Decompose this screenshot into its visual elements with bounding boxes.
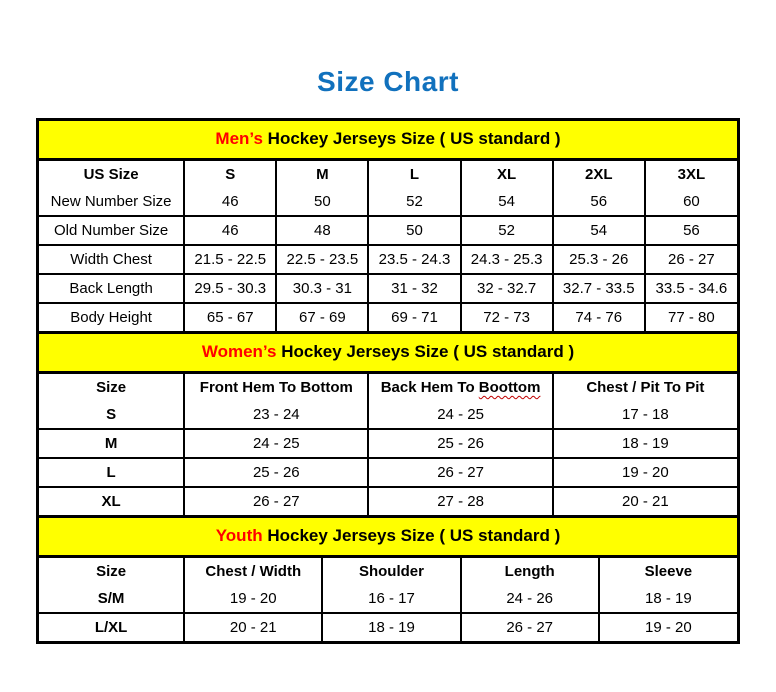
value-cell: 19 - 20 [553, 458, 737, 487]
value-cell: 27 - 28 [368, 487, 552, 515]
value-cell: 30.3 - 31 [276, 274, 368, 303]
value-cell: 23.5 - 24.3 [368, 245, 460, 274]
header-cell: Chest / Width [184, 558, 322, 585]
header-cell: Length [461, 558, 599, 585]
table-row [39, 188, 737, 216]
value-cell: 25 - 26 [368, 429, 552, 458]
table-row [39, 458, 737, 487]
table-row [39, 274, 737, 303]
table-row [39, 487, 737, 515]
mens-header-row [39, 161, 737, 188]
row-label-cell: S/M [39, 585, 184, 613]
value-cell: 24.3 - 25.3 [461, 245, 553, 274]
header-cell: Size [39, 374, 184, 401]
row-label-cell: Width Chest [39, 245, 184, 274]
value-cell: 52 [368, 188, 460, 216]
womens-header-row [39, 374, 737, 401]
header-cell: M [276, 161, 368, 188]
womens-heading-highlight: Women’s [201, 342, 277, 361]
value-cell: 18 - 19 [553, 429, 737, 458]
value-cell: 48 [276, 216, 368, 245]
header-cell: Back Hem To Boottom [368, 374, 552, 401]
table-row [39, 216, 737, 245]
womens-heading-band [39, 331, 737, 374]
value-cell: 31 - 32 [368, 274, 460, 303]
youth-header-row [39, 558, 737, 585]
misspelled-word: Boottom [478, 379, 541, 396]
value-cell: 50 [368, 216, 460, 245]
section-mens [39, 121, 737, 331]
value-cell: 54 [461, 188, 553, 216]
value-cell: 19 - 20 [184, 585, 322, 613]
value-cell: 54 [553, 216, 645, 245]
value-cell: 24 - 25 [184, 429, 368, 458]
value-cell: 25.3 - 26 [553, 245, 645, 274]
womens-table [39, 374, 737, 515]
value-cell: 32 - 32.7 [461, 274, 553, 303]
value-cell: 19 - 20 [599, 613, 737, 641]
value-cell: 50 [276, 188, 368, 216]
value-cell: 26 - 27 [645, 245, 737, 274]
row-label-cell: S [39, 401, 184, 429]
value-cell: 52 [461, 216, 553, 245]
value-cell: 33.5 - 34.6 [645, 274, 737, 303]
value-cell: 24 - 26 [461, 585, 599, 613]
header-cell: S [184, 161, 276, 188]
value-cell: 69 - 71 [368, 303, 460, 331]
youth-heading-band [39, 515, 737, 558]
page-title: Size Chart [317, 66, 459, 97]
header-cell: US Size [39, 161, 184, 188]
value-cell: 46 [184, 188, 276, 216]
value-cell: 22.5 - 23.5 [276, 245, 368, 274]
value-cell: 26 - 27 [461, 613, 599, 641]
row-label-cell: Back Length [39, 274, 184, 303]
youth-heading-text: Hockey Jerseys Size ( US standard ) [262, 526, 561, 545]
row-label-cell: L/XL [39, 613, 184, 641]
size-chart [36, 118, 740, 644]
row-label-cell: New Number Size [39, 188, 184, 216]
value-cell: 16 - 17 [322, 585, 460, 613]
header-cell: L [368, 161, 460, 188]
value-cell: 17 - 18 [553, 401, 737, 429]
mens-heading-band [39, 121, 737, 161]
value-cell: 60 [645, 188, 737, 216]
header-cell: 2XL [553, 161, 645, 188]
value-cell: 21.5 - 22.5 [184, 245, 276, 274]
value-cell: 26 - 27 [368, 458, 552, 487]
section-womens [39, 331, 737, 515]
header-cell: Sleeve [599, 558, 737, 585]
header-cell: Front Hem To Bottom [184, 374, 368, 401]
table-row [39, 303, 737, 331]
womens-heading-text: Hockey Jerseys Size ( US standard ) [276, 342, 575, 361]
header-cell: 3XL [645, 161, 737, 188]
youth-table [39, 558, 737, 641]
mens-heading-highlight: Men’s [215, 129, 263, 148]
value-cell: 20 - 21 [553, 487, 737, 515]
header-cell: XL [461, 161, 553, 188]
value-cell: 77 - 80 [645, 303, 737, 331]
value-cell: 23 - 24 [184, 401, 368, 429]
value-cell: 56 [645, 216, 737, 245]
row-label-cell: M [39, 429, 184, 458]
table-row [39, 429, 737, 458]
value-cell: 18 - 19 [322, 613, 460, 641]
value-cell: 65 - 67 [184, 303, 276, 331]
value-cell: 25 - 26 [184, 458, 368, 487]
row-label-cell: XL [39, 487, 184, 515]
row-label-cell: Body Height [39, 303, 184, 331]
value-cell: 29.5 - 30.3 [184, 274, 276, 303]
mens-heading-text: Hockey Jerseys Size ( US standard ) [262, 129, 561, 148]
header-cell: Size [39, 558, 184, 585]
youth-heading-highlight: Youth [215, 526, 263, 545]
value-cell: 72 - 73 [461, 303, 553, 331]
row-label-cell: L [39, 458, 184, 487]
value-cell: 18 - 19 [599, 585, 737, 613]
value-cell: 67 - 69 [276, 303, 368, 331]
value-cell: 46 [184, 216, 276, 245]
mens-table [39, 161, 737, 331]
table-row [39, 585, 737, 613]
header-cell: Chest / Pit To Pit [553, 374, 737, 401]
table-row [39, 401, 737, 429]
table-row [39, 245, 737, 274]
value-cell: 56 [553, 188, 645, 216]
value-cell: 20 - 21 [184, 613, 322, 641]
value-cell: 26 - 27 [184, 487, 368, 515]
header-cell: Shoulder [322, 558, 460, 585]
row-label-cell: Old Number Size [39, 216, 184, 245]
value-cell: 32.7 - 33.5 [553, 274, 645, 303]
value-cell: 24 - 25 [368, 401, 552, 429]
table-row [39, 613, 737, 641]
section-youth [39, 515, 737, 641]
value-cell: 74 - 76 [553, 303, 645, 331]
